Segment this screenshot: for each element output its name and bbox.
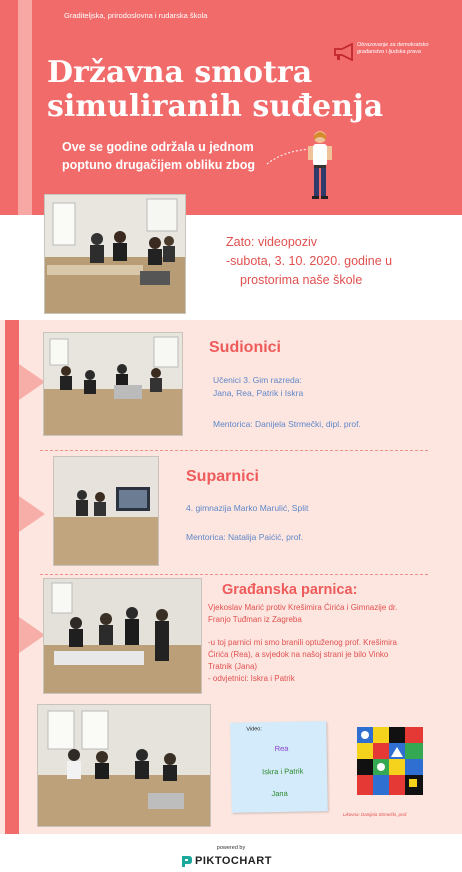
hero-stripe bbox=[18, 0, 32, 215]
title-line-2: simuliranih suđenja bbox=[47, 89, 384, 124]
parnica-line-2: Franjo Tuđman iz Zagreba bbox=[208, 615, 302, 624]
intro-line-2: -subota, 3. 10. 2020. godine u bbox=[226, 254, 393, 268]
photo-opponents bbox=[53, 456, 159, 566]
intro-line-1: Zato: videopoziv bbox=[226, 235, 318, 249]
photo-classroom-1 bbox=[44, 194, 186, 314]
brand-name[interactable]: PIKTOCHART bbox=[195, 855, 272, 867]
subtitle: Ove se godine održala u jednom poptuno drugačijem obliku zbog bbox=[62, 140, 256, 172]
woman-figure-illustration bbox=[300, 128, 340, 202]
arrow-decoration-1 bbox=[19, 364, 45, 400]
parnica-line-4: Ćirića (Rea), a svjedok na našoj strani je bilo Vinko bbox=[208, 650, 389, 659]
photo-civil-case bbox=[43, 578, 202, 694]
sudionici-title: Sudionici bbox=[209, 339, 281, 356]
note-heading: Video: bbox=[246, 726, 262, 733]
sudionici-mentor: Mentorica: Danijela Strmečki, dipl. prof. bbox=[213, 419, 361, 429]
sudionici-line-2: Jana, Rea, Patrik i Iskra bbox=[213, 388, 304, 398]
sudionici-line-1: Učenici 3. Gim razreda: bbox=[213, 375, 302, 385]
suparnici-line-1: 4. gimnazija Marko Marulić, Split bbox=[186, 503, 309, 513]
note-name-2: Iskra i Patrik bbox=[262, 766, 304, 777]
powered-by-text: powered by bbox=[216, 845, 246, 851]
photo-group bbox=[37, 704, 211, 827]
piktochart-logo-icon bbox=[180, 855, 192, 868]
artwork-credit: Likovna: Danijela Strmečki, prof. bbox=[343, 812, 408, 817]
arrow-decoration-3 bbox=[19, 617, 45, 653]
logo-text: Obrazovanje za demokratsko građanstvo i ljudska prava bbox=[357, 42, 429, 55]
divider-1 bbox=[40, 450, 428, 451]
parnica-line-1: Vjekoslav Marić protiv Krešimira Ćirića i Gimnazije dr. bbox=[208, 603, 398, 612]
video-note bbox=[230, 721, 328, 813]
note-name-1: Rea bbox=[274, 743, 289, 754]
parnica-line-5: Tratnik (Jana) bbox=[208, 662, 258, 671]
parnica-title: Građanska parnica: bbox=[222, 582, 358, 598]
artwork-image bbox=[357, 727, 423, 795]
parnica-line-6: - odvjetnici: Iskra i Patrik bbox=[208, 674, 295, 683]
sections-side-strip bbox=[5, 320, 19, 834]
divider-2 bbox=[40, 574, 428, 575]
photo-participants bbox=[43, 332, 183, 436]
arrow-decoration-2 bbox=[19, 496, 45, 532]
suparnici-mentor: Mentorica: Natalija Paićić, prof. bbox=[186, 532, 304, 542]
school-name: Graditeljska, prirodoslovna i rudarska škola bbox=[64, 11, 208, 20]
intro-line-3: prostorima naše škole bbox=[240, 273, 363, 287]
parnica-line-3: -u toj parnici mi smo branili optuženog prof. Krešimira bbox=[208, 638, 397, 647]
title-line-1: Državna smotra bbox=[47, 55, 313, 90]
note-name-3: Jana bbox=[271, 788, 288, 799]
intro-text bbox=[226, 233, 392, 290]
page-title bbox=[47, 56, 407, 124]
suparnici-title: Suparnici bbox=[186, 468, 259, 485]
